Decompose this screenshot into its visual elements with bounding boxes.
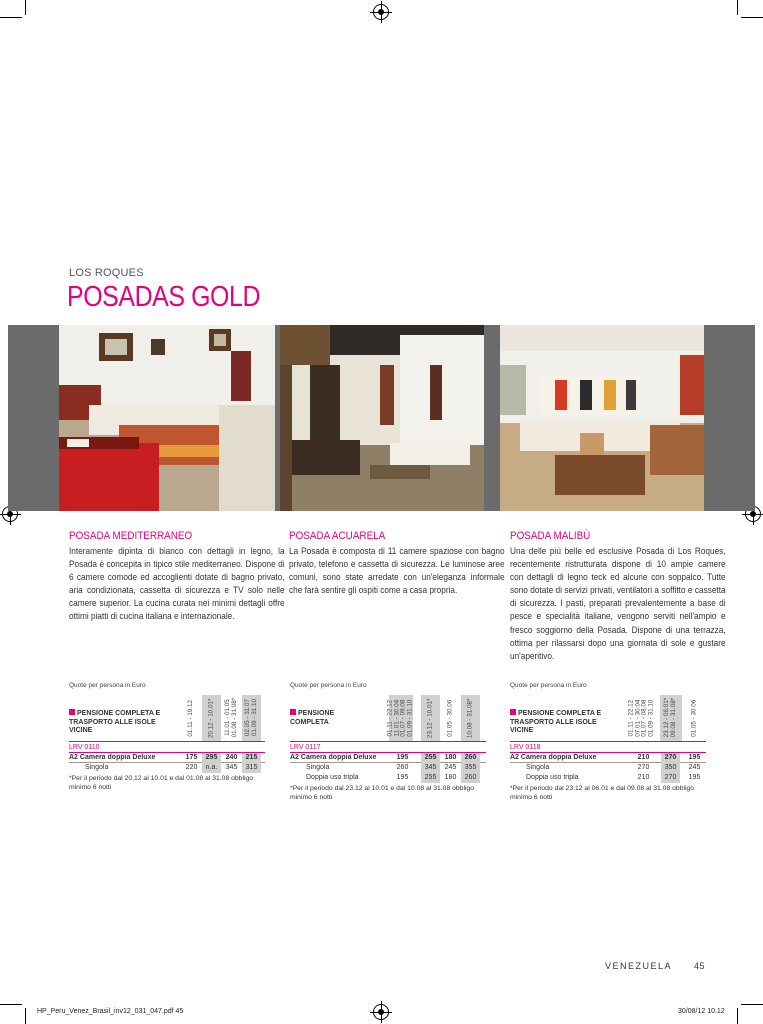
product-code: LRV 0117 — [290, 742, 486, 753]
table-header — [510, 695, 706, 742]
photo-malibu — [500, 325, 704, 511]
photo-acuarela — [280, 325, 484, 511]
price-table-malibu — [510, 682, 706, 802]
section-heading: POSADA MALIBÙ — [510, 530, 591, 542]
table-row: Doppia uso tripla 195 255 180 260 — [290, 773, 486, 783]
posada-acuarela-section — [289, 530, 505, 596]
crop-mark — [737, 1008, 738, 1024]
table-row: A2 Camera doppia Deluxe 210 270 195 — [510, 753, 706, 763]
print-slug-date: 30/08/12 10.12 — [678, 1008, 725, 1015]
quote-caption: Quote per persona in Euro — [290, 682, 367, 689]
posada-mediterraneo-section — [69, 530, 285, 623]
crop-mark — [741, 17, 763, 18]
print-slug-filename: HP_Peru_Venez_Brasil_inv12_031_047.pdf 45 — [37, 1008, 184, 1015]
crop-mark — [737, 0, 738, 15]
pension-text: PENSIONE COMPLETA E TRASPORTO ALLE ISOLE VICINE — [510, 710, 602, 734]
crop-mark — [0, 17, 22, 18]
product-code: LRV 0110 — [69, 742, 265, 753]
bullet-square-icon — [69, 709, 75, 715]
page-number: 45 — [693, 961, 705, 971]
crop-mark — [25, 1008, 26, 1024]
season-header: 01.11 - 19.12 — [187, 699, 195, 737]
posada-malibu-section — [510, 530, 726, 662]
season-header: 01.05 - 30.06 — [690, 699, 698, 737]
quote-caption: Quote per persona in Euro — [69, 682, 146, 689]
pension-label — [510, 709, 608, 736]
section-heading: POSADA MEDITERRANEO — [69, 530, 193, 542]
bullet-square-icon — [290, 709, 296, 715]
registration-mark-icon — [373, 1004, 389, 1020]
registration-mark-icon — [373, 4, 389, 20]
season-header: 01.11 - 22.12 07.01 - 30.04 01.07 - 08.08 01.09 - 31.10 — [627, 699, 655, 737]
season-header: 02.05 - 31.07 01.09 - 31.10 — [242, 695, 261, 741]
crop-mark — [741, 1004, 763, 1005]
table-header — [290, 695, 486, 742]
season-header: 01.11 - 22.12 11.01 - 30.04 01.07 - 09.08 01.09 - 31.10 — [389, 695, 413, 741]
season-header: 11.01 - 01.05 01.08 - 31.08* — [223, 698, 238, 738]
pension-text: PENSIONE COMPLETA E TRASPORTO ALLE ISOLE VICINE — [69, 710, 161, 734]
section-description: Interamente dipinta di bianco con dettagli in legno, la Posada è concepita in tipico stile mediterraneo. Dispone di 6 camere comode ed accoglienti dotate di bagno privato, aria condizionata, cassetta di sicurezza e TV solo nelle camere superior. La cucina curata nei minimi dettagli offre ottimi piatti di cucina italiana e internazionale. — [69, 545, 285, 622]
footnote: *Per il periodo dal 23.12 al 06.01 e dal 09.08 al 31.08 obbligo minimo 6 notti — [510, 785, 695, 801]
table-header — [69, 695, 265, 742]
footnote: *Per il periodo dal 23.12 al 10.01 e dal 10.08 al 31.08 obbligo minimo 6 notti — [290, 785, 475, 801]
photo-mediterraneo — [59, 325, 275, 511]
season-header: 01.05 - 30.06 — [446, 699, 454, 737]
table-row: Singola 270 350 245 — [526, 764, 701, 771]
pension-text: PENSIONE COMPLETA — [290, 710, 335, 726]
product-code: LRV 0118 — [510, 742, 706, 753]
section-description: Una delle più belle ed esclusive Posada di Los Roques, recentemente ristrutturata dispone di 10 ampie camere con dettagli di legno teck ed alcune con soppalco. Tutte sono dotate di servizi privati, ventilatori a soffitto e cassetta di sicurezza. I pasti, preparati prevalentemente a base di pesce e specialità italiane, vengono serviti nell'ampio e fresco soggiorno della Posada. Dispone di una terrazza, ottima per rilassarsi dopo una giornata di sole e gustare un'aperitivo. — [510, 545, 726, 661]
section-kicker: LOS ROQUES — [69, 267, 144, 279]
footer-country: VENEZUELA — [604, 961, 672, 971]
season-header: 23.12 - 06.01* 09.08 - 31.08* — [660, 695, 682, 741]
season-header: 20.12 - 10.01* — [202, 695, 221, 741]
section-description: La Posada è composta di 11 camere spaziose con bagno privato, telefono e cassetta di sicurezza. Le luminose aree comuni, sono state arredate con un'eleganza informale che farà sentire gli ospiti come a casa propria. — [289, 545, 505, 596]
pension-label — [290, 709, 360, 727]
crop-mark — [25, 0, 26, 15]
footnote: *Per il periodo dal 20.12 al 10.01 e dal 01.08 al 31.08 obbligo minimo 6 notti — [69, 775, 254, 791]
season-header: 23.12 - 10.01* — [421, 695, 440, 741]
season-header: 10.08 - 31.08* — [461, 695, 480, 741]
price-table-acuarela — [290, 682, 486, 802]
quote-caption: Quote per persona in Euro — [510, 682, 587, 689]
bullet-square-icon — [510, 709, 516, 715]
table-row: A2 Camera doppia Deluxe 175 295 240 215 — [69, 753, 265, 763]
table-row: Singola 260 345 245 355 — [290, 763, 486, 773]
crop-mark — [0, 1004, 22, 1005]
page-footer — [605, 961, 705, 971]
table-row: Singola 220 n.a. 345 315 — [69, 763, 265, 773]
price-table-mediterraneo — [69, 682, 265, 792]
table-row: A2 Camera doppia Deluxe 195 255 180 260 — [290, 753, 486, 763]
section-heading: POSADA ACUARELA — [289, 530, 386, 542]
pension-label — [69, 709, 167, 736]
table-row: Doppia uso tripla 210 270 195 — [526, 774, 701, 781]
page-title: POSADAS GOLD — [67, 281, 261, 313]
